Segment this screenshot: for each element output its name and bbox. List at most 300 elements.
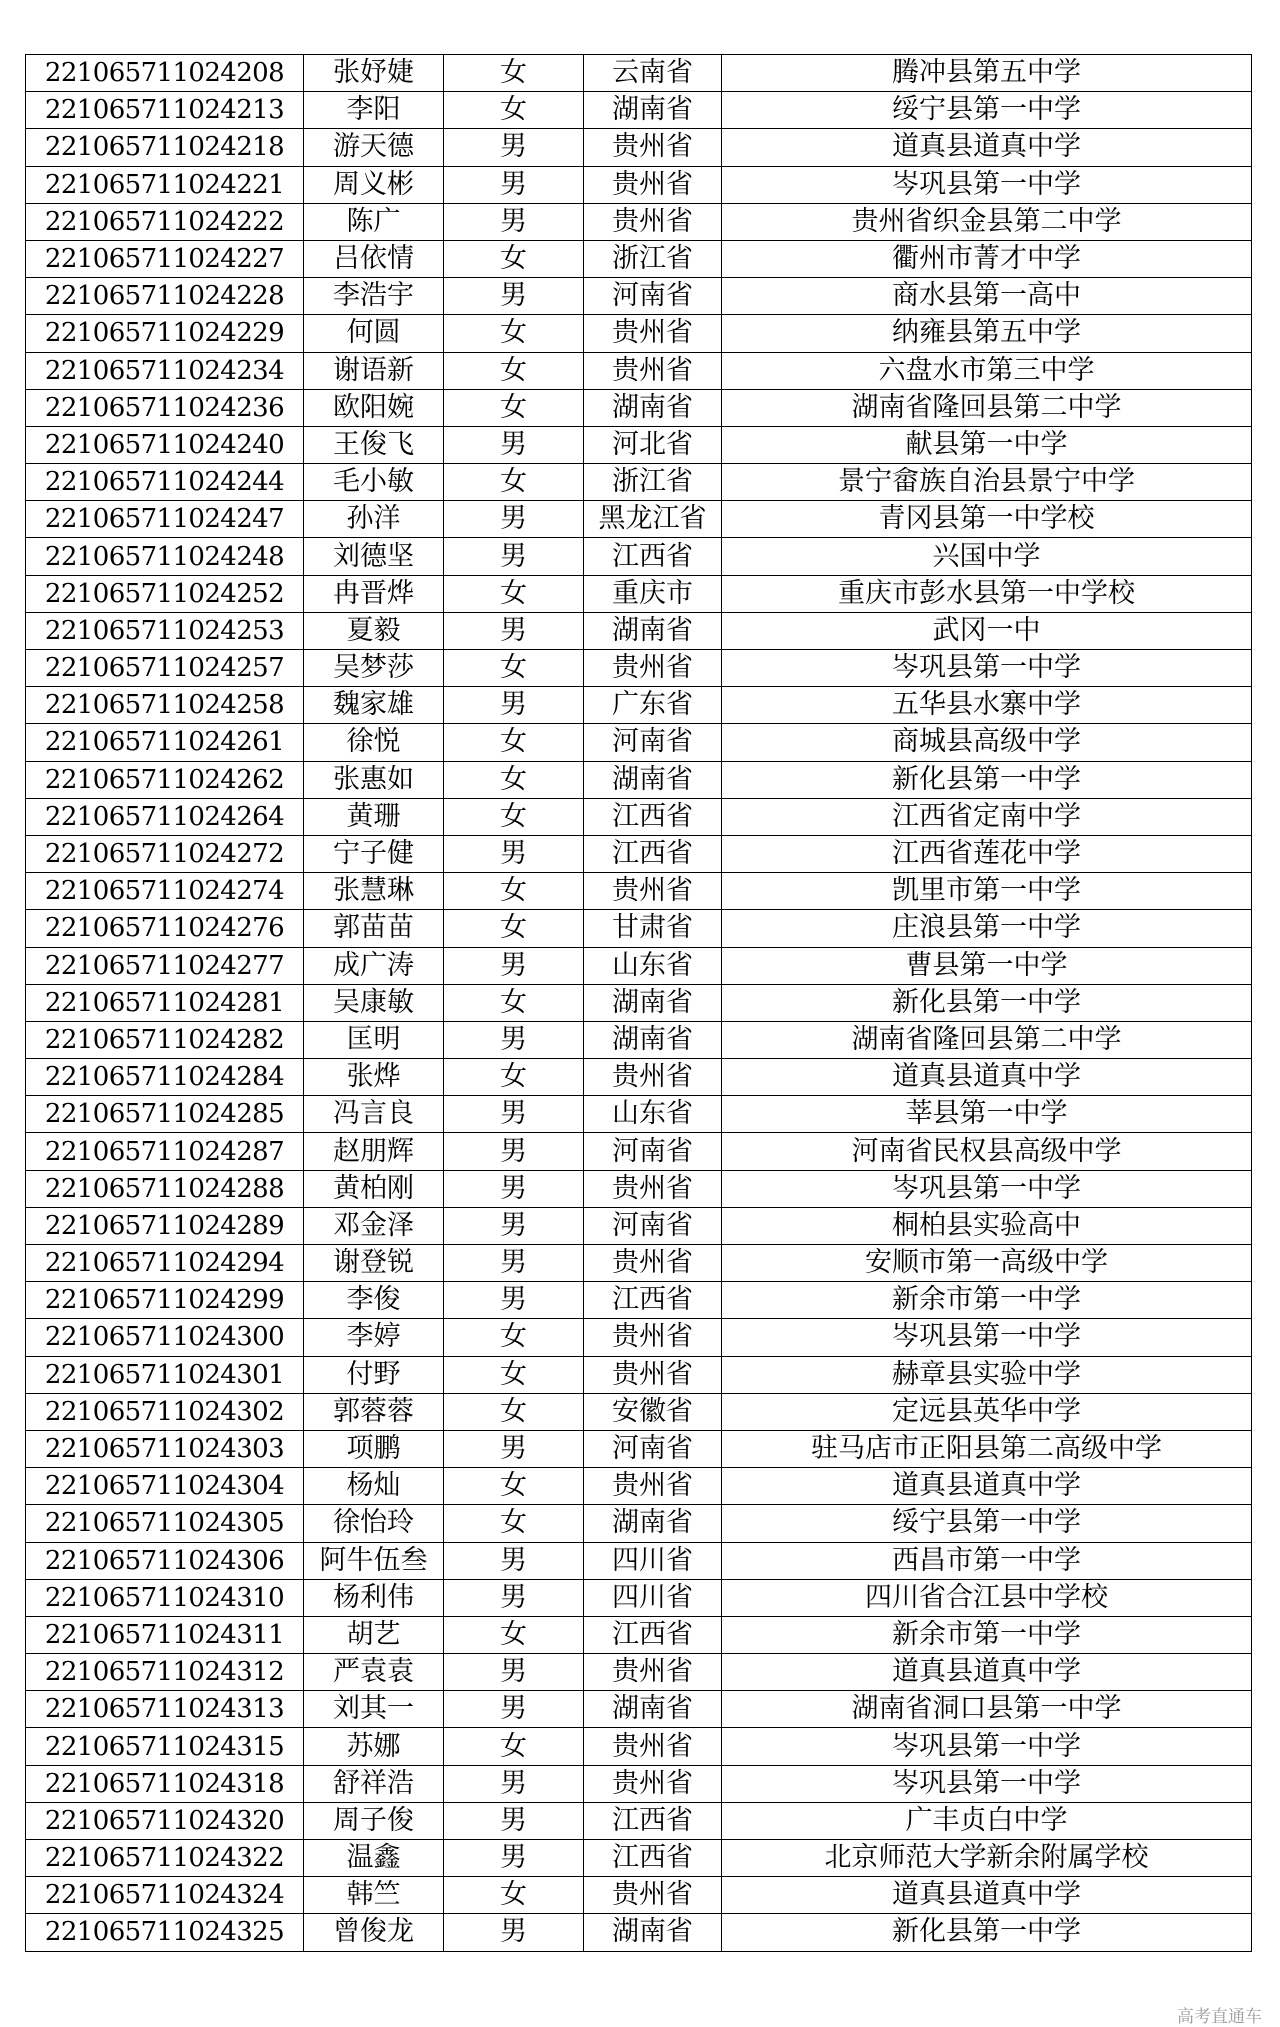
name-cell: 周义彬 [304, 166, 444, 203]
student-id-cell: 221065711024284 [26, 1059, 304, 1096]
student-id-cell: 221065711024318 [26, 1765, 304, 1802]
gender-cell: 男 [444, 1021, 584, 1058]
name-cell: 刘德坚 [304, 538, 444, 575]
province-cell: 贵州省 [584, 1728, 722, 1765]
table-row [26, 873, 1252, 910]
school-cell: 岑巩县第一中学 [722, 650, 1252, 687]
school-cell: 定远县英华中学 [722, 1393, 1252, 1430]
table-row [26, 501, 1252, 538]
name-cell: 黄珊 [304, 798, 444, 835]
name-cell: 冯言良 [304, 1096, 444, 1133]
student-id-cell: 221065711024274 [26, 873, 304, 910]
name-cell: 吴梦莎 [304, 650, 444, 687]
student-id-cell: 221065711024282 [26, 1021, 304, 1058]
table-row [26, 1021, 1252, 1058]
name-cell: 郭苗苗 [304, 910, 444, 947]
gender-cell: 男 [444, 947, 584, 984]
gender-cell: 男 [444, 835, 584, 872]
name-cell: 曾俊龙 [304, 1914, 444, 1951]
gender-cell: 女 [444, 761, 584, 798]
student-id-cell: 221065711024236 [26, 389, 304, 426]
school-cell: 广丰贞白中学 [722, 1802, 1252, 1839]
table-row [26, 687, 1252, 724]
name-cell: 欧阳婉 [304, 389, 444, 426]
table-row [26, 1691, 1252, 1728]
school-cell: 青冈县第一中学校 [722, 501, 1252, 538]
school-cell: 新余市第一中学 [722, 1616, 1252, 1653]
gender-cell: 男 [444, 1914, 584, 1951]
gender-cell: 女 [444, 798, 584, 835]
table-row [26, 910, 1252, 947]
student-id-cell: 221065711024285 [26, 1096, 304, 1133]
student-id-cell: 221065711024276 [26, 910, 304, 947]
table-row [26, 1579, 1252, 1616]
school-cell: 衢州市菁才中学 [722, 240, 1252, 277]
table-row [26, 1059, 1252, 1096]
table-row [26, 55, 1252, 92]
school-cell: 新化县第一中学 [722, 761, 1252, 798]
school-cell: 凯里市第一中学 [722, 873, 1252, 910]
province-cell: 江西省 [584, 798, 722, 835]
school-cell: 庄浪县第一中学 [722, 910, 1252, 947]
table-row [26, 92, 1252, 129]
gender-cell: 女 [444, 910, 584, 947]
school-cell: 道真县道真中学 [722, 1468, 1252, 1505]
gender-cell: 男 [444, 1542, 584, 1579]
school-cell: 献县第一中学 [722, 426, 1252, 463]
gender-cell: 男 [444, 1765, 584, 1802]
province-cell: 贵州省 [584, 650, 722, 687]
student-id-cell: 221065711024252 [26, 575, 304, 612]
table-row [26, 240, 1252, 277]
gender-cell: 男 [444, 612, 584, 649]
gender-cell: 女 [444, 724, 584, 761]
school-cell: 河南省民权县高级中学 [722, 1133, 1252, 1170]
province-cell: 甘肃省 [584, 910, 722, 947]
province-cell: 贵州省 [584, 1319, 722, 1356]
province-cell: 贵州省 [584, 1877, 722, 1914]
student-id-cell: 221065711024324 [26, 1877, 304, 1914]
name-cell: 邓金泽 [304, 1207, 444, 1244]
table-row [26, 426, 1252, 463]
student-id-cell: 221065711024262 [26, 761, 304, 798]
gender-cell: 男 [444, 1096, 584, 1133]
province-cell: 湖南省 [584, 1021, 722, 1058]
province-cell: 广东省 [584, 687, 722, 724]
table-row [26, 1430, 1252, 1467]
province-cell: 贵州省 [584, 1059, 722, 1096]
school-cell: 湖南省洞口县第一中学 [722, 1691, 1252, 1728]
school-cell: 岑巩县第一中学 [722, 1319, 1252, 1356]
table-row [26, 1356, 1252, 1393]
table-row [26, 1245, 1252, 1282]
name-cell: 刘其一 [304, 1691, 444, 1728]
table-row [26, 1765, 1252, 1802]
student-id-cell: 221065711024253 [26, 612, 304, 649]
province-cell: 江西省 [584, 1616, 722, 1653]
province-cell: 四川省 [584, 1579, 722, 1616]
gender-cell: 男 [444, 1133, 584, 1170]
table-row [26, 166, 1252, 203]
school-cell: 莘县第一中学 [722, 1096, 1252, 1133]
student-id-cell: 221065711024281 [26, 984, 304, 1021]
student-id-cell: 221065711024322 [26, 1840, 304, 1877]
name-cell: 李阳 [304, 92, 444, 129]
name-cell: 游天德 [304, 129, 444, 166]
school-cell: 新化县第一中学 [722, 984, 1252, 1021]
student-id-cell: 221065711024301 [26, 1356, 304, 1393]
school-cell: 道真县道真中学 [722, 1059, 1252, 1096]
name-cell: 张惠如 [304, 761, 444, 798]
name-cell: 徐怡玲 [304, 1505, 444, 1542]
school-cell: 岑巩县第一中学 [722, 1765, 1252, 1802]
gender-cell: 女 [444, 984, 584, 1021]
gender-cell: 女 [444, 1468, 584, 1505]
student-id-cell: 221065711024244 [26, 464, 304, 501]
name-cell: 何圆 [304, 315, 444, 352]
province-cell: 浙江省 [584, 464, 722, 501]
name-cell: 李婷 [304, 1319, 444, 1356]
school-cell: 重庆市彭水县第一中学校 [722, 575, 1252, 612]
admission-roster-table [25, 54, 1252, 1952]
school-cell: 岑巩县第一中学 [722, 166, 1252, 203]
student-id-cell: 221065711024234 [26, 352, 304, 389]
province-cell: 江西省 [584, 835, 722, 872]
gender-cell: 女 [444, 464, 584, 501]
province-cell: 浙江省 [584, 240, 722, 277]
student-id-cell: 221065711024305 [26, 1505, 304, 1542]
name-cell: 李浩宇 [304, 278, 444, 315]
student-id-cell: 221065711024229 [26, 315, 304, 352]
school-cell: 岑巩县第一中学 [722, 1728, 1252, 1765]
gender-cell: 女 [444, 352, 584, 389]
gender-cell: 女 [444, 1728, 584, 1765]
school-cell: 绥宁县第一中学 [722, 92, 1252, 129]
gender-cell: 男 [444, 166, 584, 203]
student-id-cell: 221065711024310 [26, 1579, 304, 1616]
table-row [26, 1207, 1252, 1244]
school-cell: 新化县第一中学 [722, 1914, 1252, 1951]
student-id-cell: 221065711024222 [26, 203, 304, 240]
gender-cell: 男 [444, 1207, 584, 1244]
school-cell: 岑巩县第一中学 [722, 1170, 1252, 1207]
province-cell: 湖南省 [584, 1914, 722, 1951]
province-cell: 贵州省 [584, 873, 722, 910]
gender-cell: 男 [444, 687, 584, 724]
school-cell: 西昌市第一中学 [722, 1542, 1252, 1579]
province-cell: 河南省 [584, 1133, 722, 1170]
student-id-cell: 221065711024312 [26, 1654, 304, 1691]
gender-cell: 女 [444, 1393, 584, 1430]
province-cell: 贵州省 [584, 1765, 722, 1802]
name-cell: 徐悦 [304, 724, 444, 761]
name-cell: 吕依情 [304, 240, 444, 277]
student-id-cell: 221065711024240 [26, 426, 304, 463]
table-row [26, 575, 1252, 612]
gender-cell: 男 [444, 1654, 584, 1691]
student-id-cell: 221065711024315 [26, 1728, 304, 1765]
gender-cell: 女 [444, 575, 584, 612]
table-row [26, 203, 1252, 240]
province-cell: 山东省 [584, 1096, 722, 1133]
table-row [26, 352, 1252, 389]
table-row [26, 464, 1252, 501]
name-cell: 苏娜 [304, 1728, 444, 1765]
school-cell: 贵州省织金县第二中学 [722, 203, 1252, 240]
province-cell: 贵州省 [584, 1654, 722, 1691]
name-cell: 阿牛伍叁 [304, 1542, 444, 1579]
table-row [26, 1282, 1252, 1319]
name-cell: 宁子健 [304, 835, 444, 872]
name-cell: 韩竺 [304, 1877, 444, 1914]
gender-cell: 女 [444, 315, 584, 352]
table-row [26, 1319, 1252, 1356]
table-row [26, 538, 1252, 575]
gender-cell: 男 [444, 1170, 584, 1207]
gender-cell: 男 [444, 501, 584, 538]
student-id-cell: 221065711024257 [26, 650, 304, 687]
student-id-cell: 221065711024247 [26, 501, 304, 538]
name-cell: 张慧琳 [304, 873, 444, 910]
table-row [26, 315, 1252, 352]
school-cell: 商城县高级中学 [722, 724, 1252, 761]
province-cell: 湖南省 [584, 389, 722, 426]
name-cell: 杨灿 [304, 1468, 444, 1505]
table-row [26, 724, 1252, 761]
table-row [26, 1542, 1252, 1579]
school-cell: 道真县道真中学 [722, 1877, 1252, 1914]
student-id-cell: 221065711024277 [26, 947, 304, 984]
gender-cell: 女 [444, 1616, 584, 1653]
gender-cell: 女 [444, 1059, 584, 1096]
watermark-text: 高考直通车 [1177, 2007, 1262, 2027]
gender-cell: 女 [444, 1505, 584, 1542]
school-cell: 新余市第一中学 [722, 1282, 1252, 1319]
table-row [26, 798, 1252, 835]
table-row [26, 650, 1252, 687]
name-cell: 谢语新 [304, 352, 444, 389]
gender-cell: 男 [444, 1840, 584, 1877]
student-id-cell: 221065711024258 [26, 687, 304, 724]
student-id-cell: 221065711024227 [26, 240, 304, 277]
table-row [26, 1096, 1252, 1133]
name-cell: 陈广 [304, 203, 444, 240]
student-id-cell: 221065711024304 [26, 1468, 304, 1505]
school-cell: 江西省定南中学 [722, 798, 1252, 835]
table-row [26, 1133, 1252, 1170]
student-id-cell: 221065711024208 [26, 55, 304, 92]
province-cell: 河南省 [584, 1430, 722, 1467]
table-row [26, 1877, 1252, 1914]
school-cell: 兴国中学 [722, 538, 1252, 575]
student-id-cell: 221065711024272 [26, 835, 304, 872]
name-cell: 张烨 [304, 1059, 444, 1096]
province-cell: 河南省 [584, 1207, 722, 1244]
student-id-cell: 221065711024313 [26, 1691, 304, 1728]
student-id-cell: 221065711024320 [26, 1802, 304, 1839]
gender-cell: 女 [444, 92, 584, 129]
school-cell: 江西省莲花中学 [722, 835, 1252, 872]
name-cell: 赵朋辉 [304, 1133, 444, 1170]
table-row [26, 1468, 1252, 1505]
province-cell: 贵州省 [584, 129, 722, 166]
province-cell: 贵州省 [584, 352, 722, 389]
gender-cell: 男 [444, 1245, 584, 1282]
name-cell: 谢登锐 [304, 1245, 444, 1282]
school-cell: 驻马店市正阳县第二高级中学 [722, 1430, 1252, 1467]
gender-cell: 女 [444, 240, 584, 277]
school-cell: 桐柏县实验高中 [722, 1207, 1252, 1244]
school-cell: 商水县第一高中 [722, 278, 1252, 315]
school-cell: 六盘水市第三中学 [722, 352, 1252, 389]
gender-cell: 女 [444, 873, 584, 910]
table-row [26, 947, 1252, 984]
province-cell: 重庆市 [584, 575, 722, 612]
school-cell: 湖南省隆回县第二中学 [722, 389, 1252, 426]
student-id-cell: 221065711024213 [26, 92, 304, 129]
province-cell: 四川省 [584, 1542, 722, 1579]
province-cell: 江西省 [584, 1282, 722, 1319]
student-id-cell: 221065711024300 [26, 1319, 304, 1356]
name-cell: 杨利伟 [304, 1579, 444, 1616]
student-id-cell: 221065711024261 [26, 724, 304, 761]
gender-cell: 男 [444, 1691, 584, 1728]
student-id-cell: 221065711024311 [26, 1616, 304, 1653]
name-cell: 王俊飞 [304, 426, 444, 463]
gender-cell: 女 [444, 1877, 584, 1914]
school-cell: 道真县道真中学 [722, 1654, 1252, 1691]
name-cell: 夏毅 [304, 612, 444, 649]
province-cell: 安徽省 [584, 1393, 722, 1430]
province-cell: 黑龙江省 [584, 501, 722, 538]
student-id-cell: 221065711024264 [26, 798, 304, 835]
province-cell: 贵州省 [584, 1170, 722, 1207]
table-row [26, 612, 1252, 649]
province-cell: 湖南省 [584, 92, 722, 129]
student-id-cell: 221065711024294 [26, 1245, 304, 1282]
school-cell: 纳雍县第五中学 [722, 315, 1252, 352]
name-cell: 冉晋烨 [304, 575, 444, 612]
name-cell: 郭蓉蓉 [304, 1393, 444, 1430]
table-row [26, 984, 1252, 1021]
name-cell: 匡明 [304, 1021, 444, 1058]
name-cell: 毛小敏 [304, 464, 444, 501]
province-cell: 贵州省 [584, 166, 722, 203]
table-row [26, 389, 1252, 426]
table-row [26, 835, 1252, 872]
student-id-cell: 221065711024299 [26, 1282, 304, 1319]
name-cell: 付野 [304, 1356, 444, 1393]
school-cell: 五华县水寨中学 [722, 687, 1252, 724]
gender-cell: 男 [444, 538, 584, 575]
province-cell: 湖南省 [584, 1505, 722, 1542]
gender-cell: 女 [444, 55, 584, 92]
school-cell: 景宁畲族自治县景宁中学 [722, 464, 1252, 501]
table-row [26, 278, 1252, 315]
name-cell: 温鑫 [304, 1840, 444, 1877]
gender-cell: 男 [444, 1282, 584, 1319]
gender-cell: 女 [444, 650, 584, 687]
gender-cell: 女 [444, 1319, 584, 1356]
gender-cell: 男 [444, 278, 584, 315]
gender-cell: 男 [444, 426, 584, 463]
student-id-cell: 221065711024289 [26, 1207, 304, 1244]
name-cell: 吴康敏 [304, 984, 444, 1021]
province-cell: 湖南省 [584, 612, 722, 649]
name-cell: 魏家雄 [304, 687, 444, 724]
name-cell: 项鹏 [304, 1430, 444, 1467]
table-row [26, 1728, 1252, 1765]
province-cell: 贵州省 [584, 1245, 722, 1282]
student-id-cell: 221065711024302 [26, 1393, 304, 1430]
school-cell: 道真县道真中学 [722, 129, 1252, 166]
name-cell: 周子俊 [304, 1802, 444, 1839]
school-cell: 北京师范大学新余附属学校 [722, 1840, 1252, 1877]
name-cell: 舒祥浩 [304, 1765, 444, 1802]
province-cell: 山东省 [584, 947, 722, 984]
name-cell: 严袁袁 [304, 1654, 444, 1691]
province-cell: 河南省 [584, 278, 722, 315]
student-id-cell: 221065711024325 [26, 1914, 304, 1951]
table-row [26, 1616, 1252, 1653]
gender-cell: 男 [444, 1802, 584, 1839]
name-cell: 张妤婕 [304, 55, 444, 92]
gender-cell: 男 [444, 129, 584, 166]
province-cell: 湖南省 [584, 984, 722, 1021]
gender-cell: 男 [444, 1579, 584, 1616]
province-cell: 贵州省 [584, 1356, 722, 1393]
roster-body [26, 55, 1252, 1952]
school-cell: 绥宁县第一中学 [722, 1505, 1252, 1542]
gender-cell: 男 [444, 203, 584, 240]
school-cell: 湖南省隆回县第二中学 [722, 1021, 1252, 1058]
student-id-cell: 221065711024248 [26, 538, 304, 575]
gender-cell: 男 [444, 1430, 584, 1467]
school-cell: 赫章县实验中学 [722, 1356, 1252, 1393]
table-row [26, 129, 1252, 166]
table-row [26, 1840, 1252, 1877]
name-cell: 孙洋 [304, 501, 444, 538]
province-cell: 湖南省 [584, 761, 722, 798]
province-cell: 贵州省 [584, 203, 722, 240]
school-cell: 武冈一中 [722, 612, 1252, 649]
student-id-cell: 221065711024306 [26, 1542, 304, 1579]
gender-cell: 女 [444, 389, 584, 426]
name-cell: 成广涛 [304, 947, 444, 984]
province-cell: 河北省 [584, 426, 722, 463]
name-cell: 李俊 [304, 1282, 444, 1319]
province-cell: 江西省 [584, 1840, 722, 1877]
student-id-cell: 221065711024218 [26, 129, 304, 166]
province-cell: 贵州省 [584, 1468, 722, 1505]
student-id-cell: 221065711024221 [26, 166, 304, 203]
table-row [26, 1802, 1252, 1839]
student-id-cell: 221065711024228 [26, 278, 304, 315]
school-cell: 腾冲县第五中学 [722, 55, 1252, 92]
name-cell: 黄柏刚 [304, 1170, 444, 1207]
table-row [26, 761, 1252, 798]
province-cell: 江西省 [584, 1802, 722, 1839]
province-cell: 云南省 [584, 55, 722, 92]
province-cell: 河南省 [584, 724, 722, 761]
table-row [26, 1914, 1252, 1951]
name-cell: 胡艺 [304, 1616, 444, 1653]
province-cell: 湖南省 [584, 1691, 722, 1728]
gender-cell: 女 [444, 1356, 584, 1393]
province-cell: 贵州省 [584, 315, 722, 352]
student-id-cell: 221065711024287 [26, 1133, 304, 1170]
table-row [26, 1393, 1252, 1430]
